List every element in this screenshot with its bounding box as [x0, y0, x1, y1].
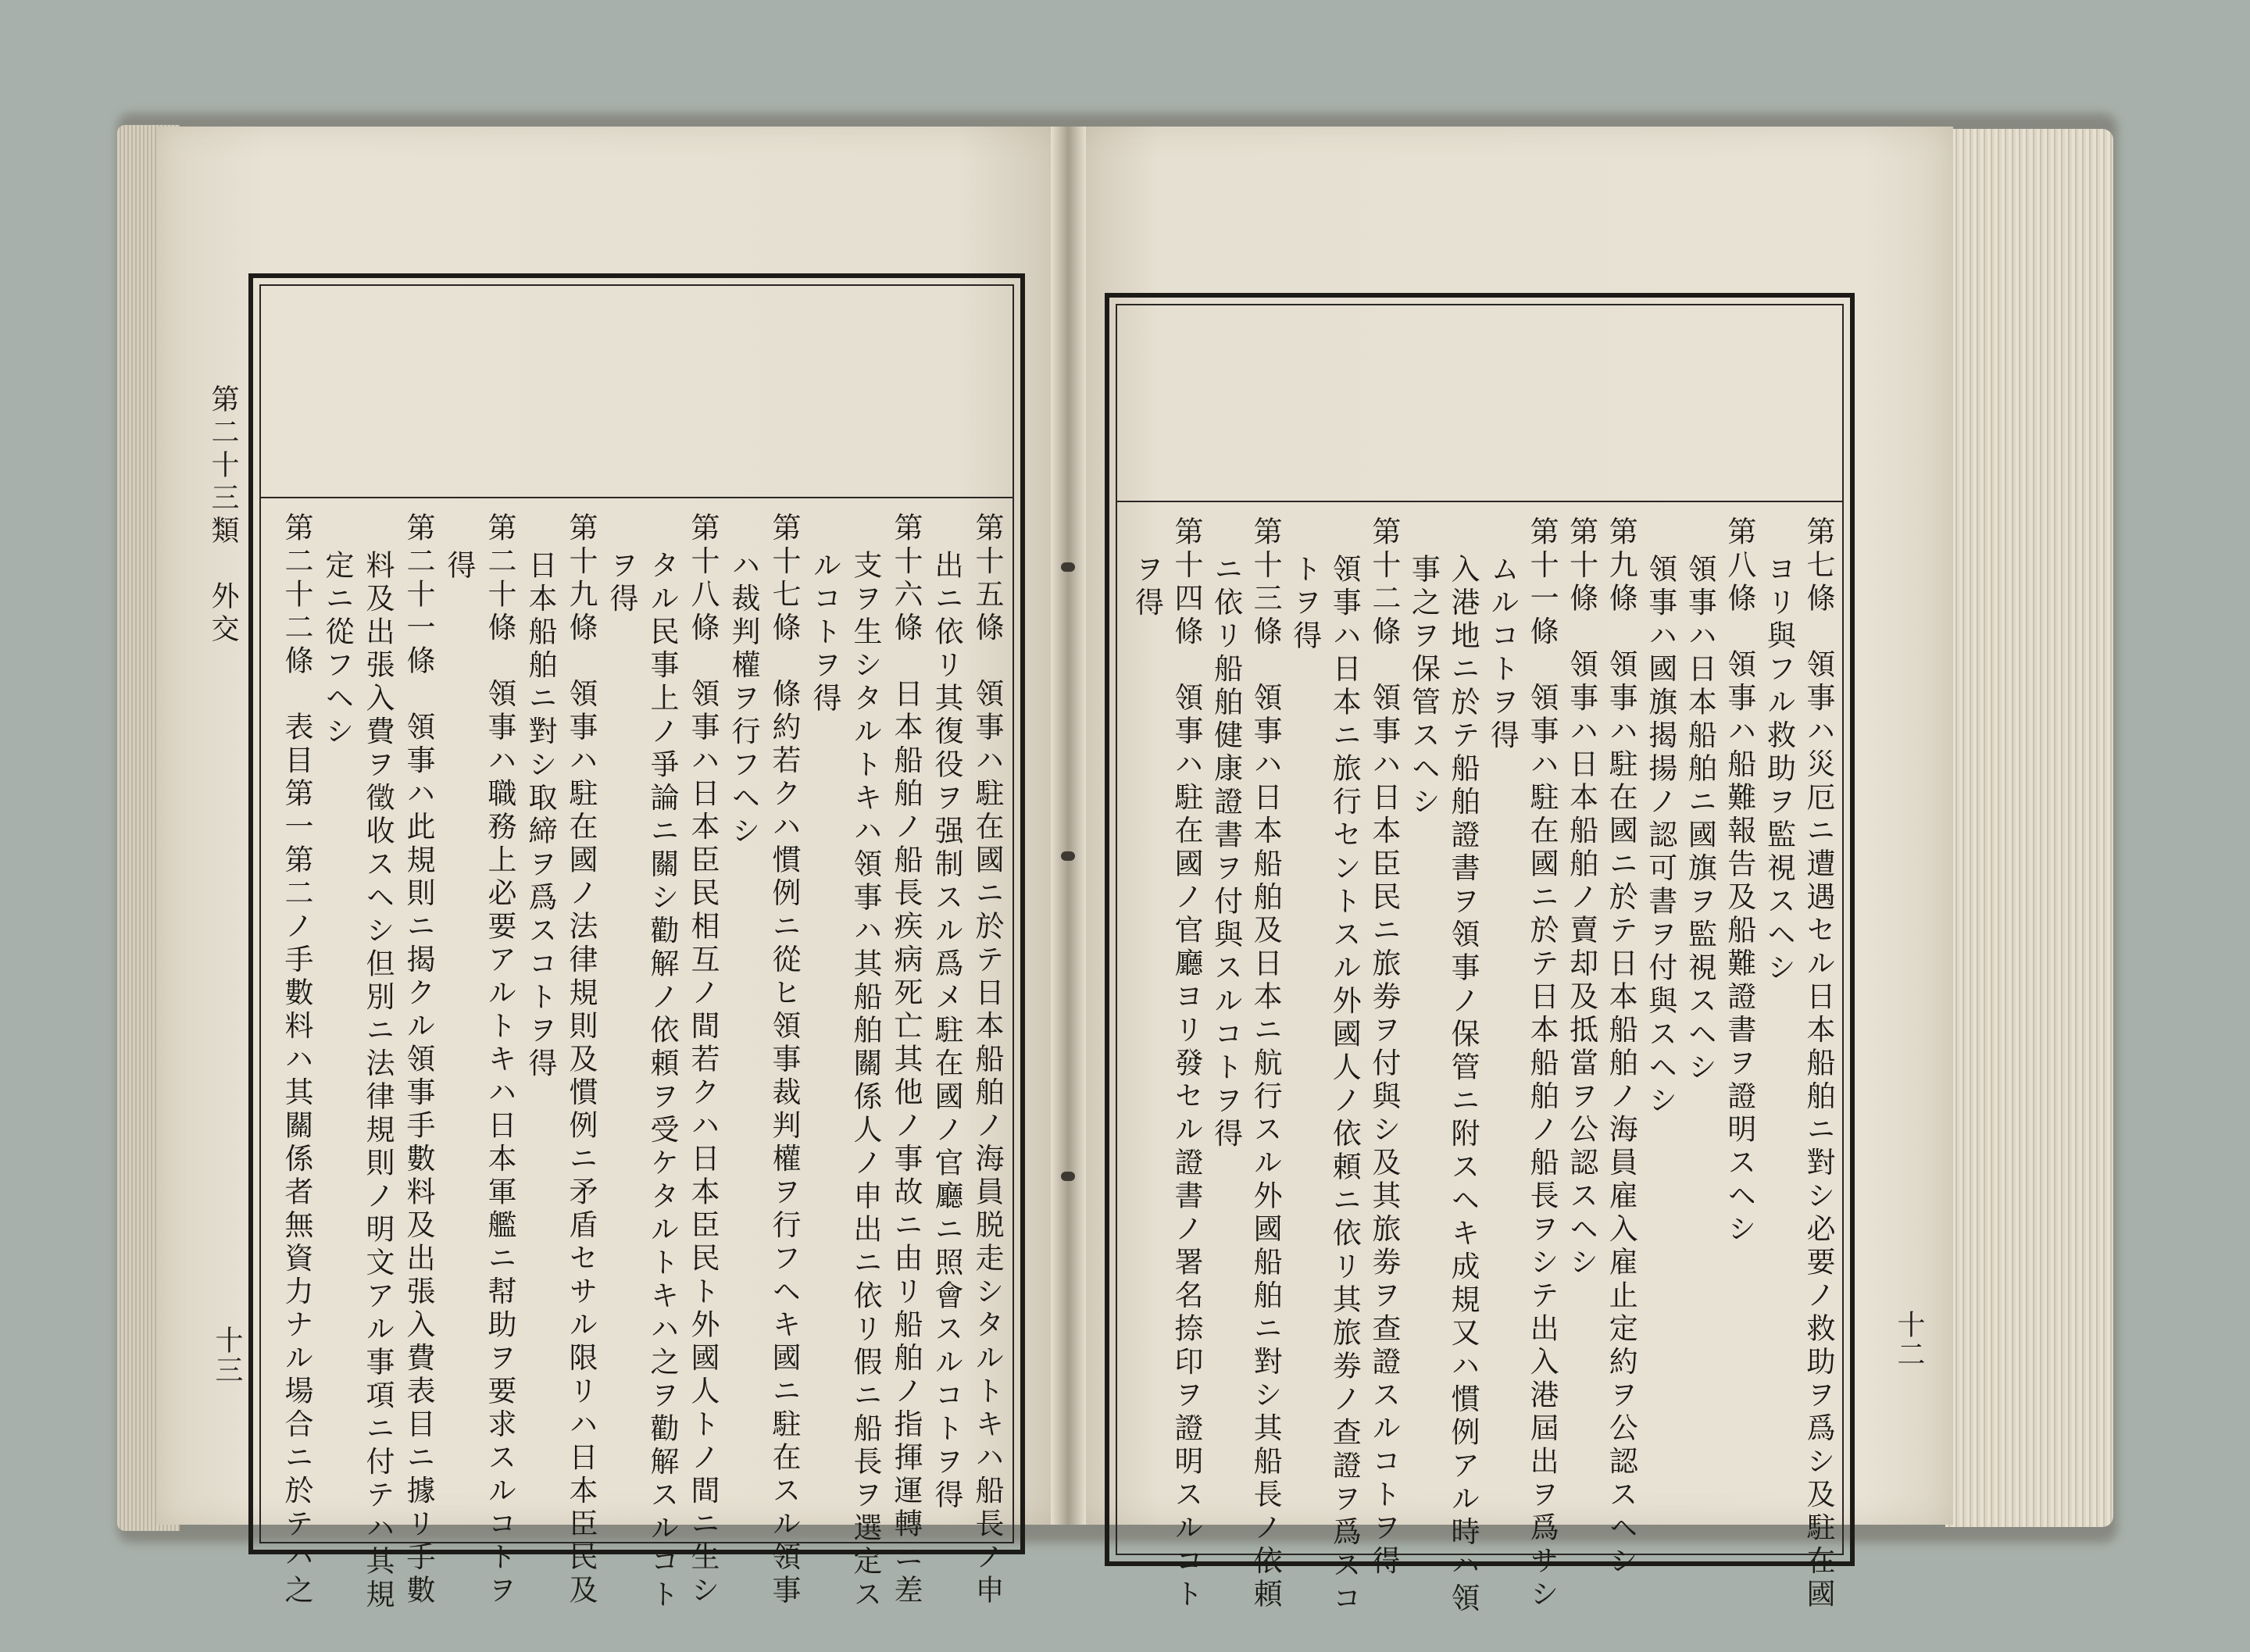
- text-column: 領事ハ日本船舶ニ國旗ヲ監視スヘシ: [1683, 554, 1717, 1085]
- left-page: [156, 127, 1066, 1612]
- text-column: ヨリ與フル救助ヲ監視スヘシ: [1762, 554, 1796, 986]
- text-column: 第十九條 領事ハ駐在國ノ法律規則及慣例ニ矛盾セサル限リハ日本臣民及: [564, 512, 598, 1608]
- text-column: ルコトヲ得: [808, 550, 841, 716]
- text-column: 第十五條 領事ハ駐在國ニ於テ日本船舶ノ海員脱走シタルトキハ船長ノ申: [970, 512, 1004, 1608]
- right-page: [1070, 127, 1953, 1616]
- text-column: 定ニ從フヘシ: [320, 550, 354, 749]
- text-column: 第十條 領事ハ日本船舶ノ賣却及抵當ヲ公認スヘシ: [1564, 516, 1598, 1280]
- text-column: 領事ハ日本ニ旅行セントスル外國人ノ依頼ニ依リ其旅劵ノ查證ヲ爲スコ: [1327, 554, 1362, 1616]
- text-column: 第十一條 領事ハ駐在國ニ於テ日本船舶ノ船長ヲシテ出入港屆出ヲ爲サシ: [1525, 516, 1559, 1612]
- book-gutter: [1051, 127, 1086, 1525]
- text-column: 日本船舶ニ對シ取締ヲ爲スコトヲ得: [523, 550, 557, 1081]
- left-page-number: 十三: [211, 1326, 243, 1385]
- text-column: ヲ得: [1130, 554, 1164, 620]
- text-column: 第二十二條 表目第一第二ノ手數料ハ其關係者無資力ナル場合ニ於テハ之: [280, 512, 313, 1608]
- header-rule: [1117, 501, 1842, 502]
- binding-stitch: [1061, 851, 1075, 861]
- text-column: ニ依リ船舶健康證書ヲ付與スルコトヲ得: [1209, 554, 1243, 1151]
- left-text-columns: [267, 512, 1004, 1612]
- binding-stitch: [1061, 562, 1075, 572]
- text-column: 第十三條 領事ハ日本船舶及日本ニ航行スル外國船舶ニ對シ其船長ノ依頼: [1248, 516, 1283, 1612]
- running-header: 第二十三類 外交: [207, 384, 239, 647]
- text-column: 第二十一條 領事ハ此規則ニ揭クル領事手數料及出張入費表目ニ據リ手數: [402, 512, 435, 1608]
- text-column: 第十八條 領事ハ日本臣民相互ノ間若クハ日本臣民ト外國人トノ間ニ生シ: [686, 512, 720, 1608]
- text-column: 領事ハ國旗揭揚ノ認可書ヲ付與スヘシ: [1643, 554, 1677, 1119]
- left-text-frame: [248, 273, 1025, 1612]
- text-column: ヲ得: [605, 550, 638, 616]
- text-column: ムルコトヲ得: [1485, 554, 1520, 753]
- text-column: 料及出張入費ヲ徵收スヘシ但別ニ法律規則ノ明文アル事項ニ付テハ其規: [361, 550, 395, 1612]
- text-column: ハ裁判權ヲ行フヘシ: [727, 550, 760, 849]
- text-column: 支ヲ生シタルトキハ領事ハ其船舶關係人ノ申出ニ依リ假ニ船長ヲ選定ス: [848, 550, 882, 1612]
- binding-stitch: [1061, 1172, 1075, 1181]
- text-column: 第二十條 領事ハ職務上必要アルトキハ日本軍艦ニ幇助ヲ要求スルコトヲ: [483, 512, 516, 1608]
- header-rule: [261, 497, 1012, 498]
- right-text-columns: [1122, 516, 1835, 1616]
- text-column: トヲ得: [1288, 554, 1322, 654]
- right-page-edges: [1945, 129, 2113, 1527]
- text-column: 第十二條 領事ハ日本臣民ニ旅劵ヲ付與シ及其旅劵ヲ查證スルコトヲ得: [1366, 516, 1401, 1579]
- text-column: 第七條 領事ハ災厄ニ遭遇セル日本船舶ニ對シ必要ノ救助ヲ爲シ及駐在國: [1802, 516, 1835, 1612]
- text-column: 第八條 領事ハ船難報告及船難證書ヲ證明スヘシ: [1722, 516, 1756, 1247]
- text-column: 入港地ニ於テ船舶證書ヲ領事ノ保管ニ附スヘキ成規又ハ慣例アル時ハ領: [1445, 554, 1480, 1616]
- text-column: タル民事上ノ爭論ニ關シ勸解ノ依頼ヲ受ケタルトキハ之ヲ勸解スルコト: [645, 550, 679, 1612]
- text-column: 得: [442, 550, 476, 583]
- text-column: 事之ヲ保管スヘシ: [1406, 554, 1441, 819]
- text-column: 第九條 領事ハ駐在國ニ於テ日本船舶ノ海員雇入雇止定約ヲ公認スヘシ: [1604, 516, 1638, 1579]
- text-column: 第十四條 領事ハ駐在國ノ官廳ヨリ發セル證書ノ署名捺印ヲ證明スルコト: [1170, 516, 1203, 1612]
- right-page-number: 十二: [1893, 1310, 1925, 1369]
- text-column: 出ニ依リ其復役ヲ强制スル爲メ駐在國ノ官廳ニ照會スルコトヲ得: [930, 550, 963, 1513]
- right-text-frame: [1105, 293, 1855, 1616]
- text-column: 第十七條 條約若クハ慣例ニ從ヒ領事裁判權ヲ行フヘキ國ニ駐在スル領事: [767, 512, 801, 1608]
- text-column: 第十六條 日本船舶ノ船長疾病死亡其他ノ事故ニ由リ船舶ノ指揮運轉ニ差: [889, 512, 923, 1608]
